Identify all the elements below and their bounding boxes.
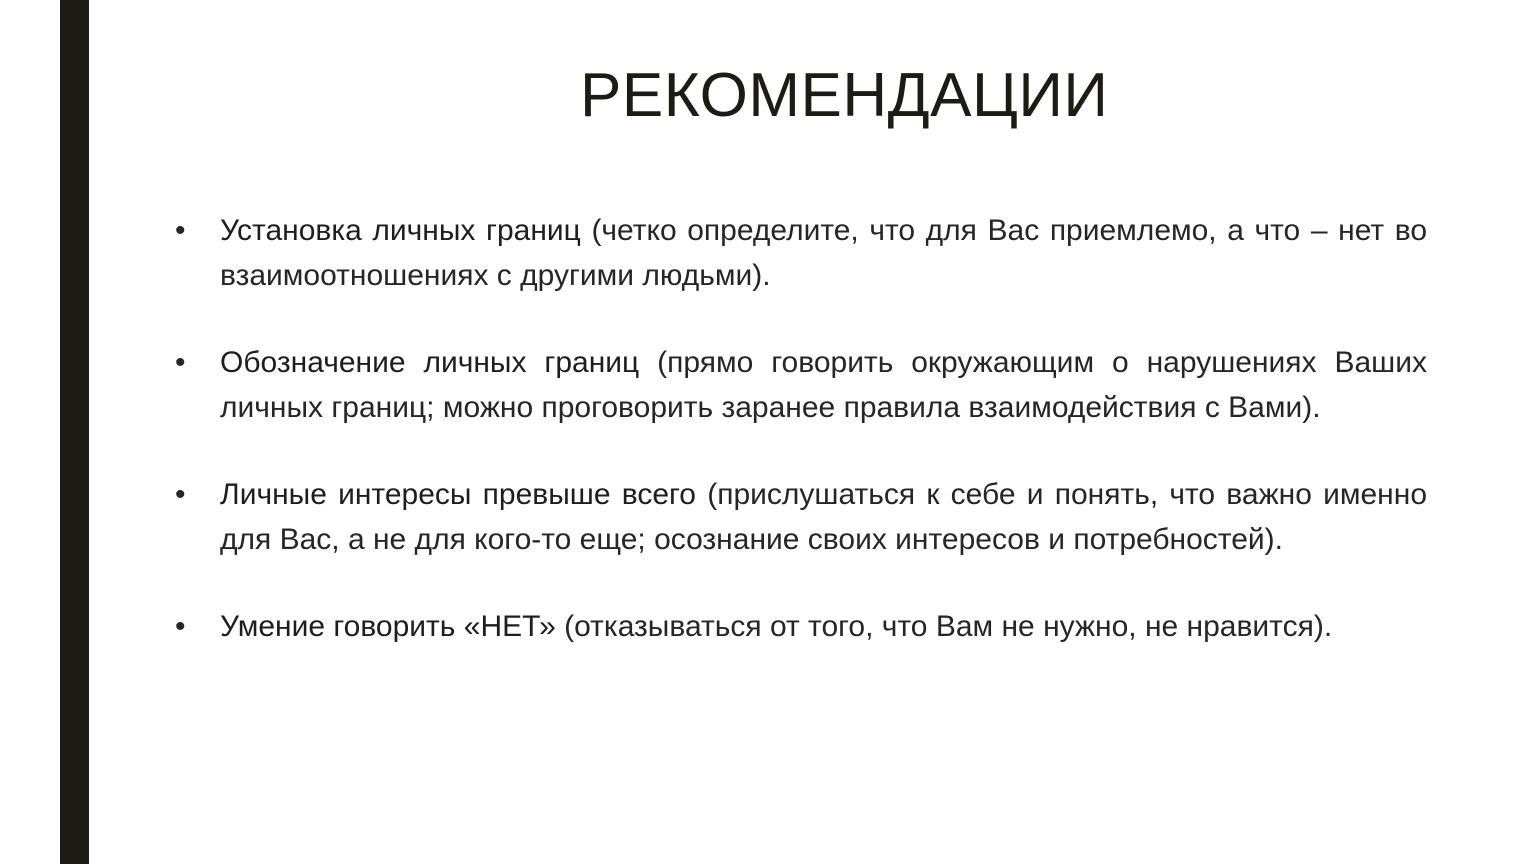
- recommendations-list: [175, 208, 1427, 649]
- bullet-icon: •: [175, 346, 186, 379]
- bullet-icon: •: [175, 478, 186, 511]
- item-heading: Умение говорить «НЕТ»: [220, 610, 556, 643]
- slide-title: РЕКОМЕНДАЦИИ: [580, 61, 1109, 130]
- accent-bar: [60, 0, 89, 864]
- item-text: (четко определите, что для Вас приемлемо, а что – нет во взаимоотношениях с другими людьми).: [220, 214, 1428, 292]
- item-heading: Обозначение личных границ: [220, 346, 640, 379]
- item-text: (прямо говорить окружающим о нарушениях Ваших личных границ; можно проговорить заранее правила взаимодействия с Вами).: [220, 346, 1427, 424]
- item-text: (отказываться от того, что Вам не нужно, не нравится).: [555, 610, 1333, 643]
- list-item: [175, 340, 1427, 430]
- item-heading: Установка личных границ: [220, 214, 581, 247]
- list-item: [175, 208, 1427, 298]
- list-item: [175, 604, 1427, 649]
- bullet-icon: •: [175, 214, 186, 247]
- item-heading: Личные интересы превыше всего: [220, 478, 696, 511]
- list-item: [175, 472, 1427, 562]
- item-text: (прислушаться к себе и понять, что важно именно для Вас, а не для кого-то еще; осознание своих интересов и потребностей).: [220, 478, 1427, 556]
- bullet-icon: •: [175, 610, 186, 643]
